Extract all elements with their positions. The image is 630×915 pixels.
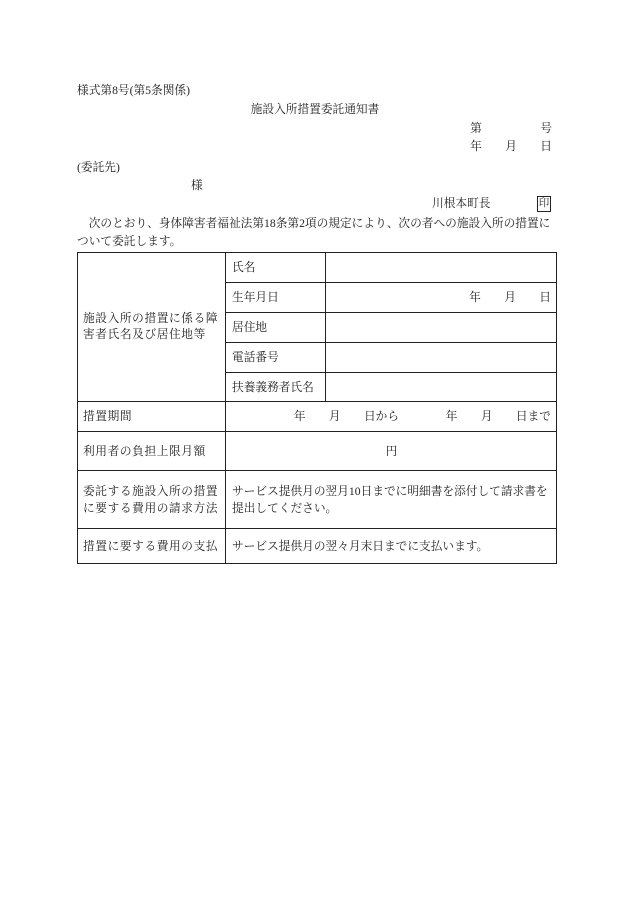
field-value-birthdate: 年 月 日	[326, 283, 557, 313]
issue-date-line: 年 月 日	[470, 140, 552, 153]
recipient-honorific: 様	[191, 179, 203, 192]
billing-label	[78, 471, 226, 529]
field-label-address: 居住地	[226, 313, 326, 343]
table-row-payment	[78, 529, 557, 564]
person-group-label-line: 施設入所の措置に係る障	[83, 312, 219, 325]
payment-value: サービス提供月の翌々月末日までに支払います。	[226, 529, 557, 564]
table-row-billing	[78, 471, 557, 529]
body-text-line: 次のとおり、身体障害者福祉法第18条第2項の規定により、次の者への施設入所の措置に	[77, 217, 551, 230]
recipient-label: (委託先)	[77, 161, 120, 174]
monthly-cap-value: 円	[226, 432, 557, 471]
billing-value	[226, 471, 557, 529]
monthly-cap-label: 利用者の負担上限月額	[78, 432, 226, 471]
person-group-label	[78, 253, 226, 402]
field-value-name	[326, 253, 557, 283]
table-row-name	[78, 253, 557, 283]
person-group-label-line: 害者氏名及び居住地等	[83, 328, 206, 341]
document-title: 施設入所措置委託通知書	[250, 103, 380, 116]
sender-name: 川根本町長	[432, 197, 491, 210]
field-label-guardian: 扶養義務者氏名	[226, 373, 326, 402]
document-number-line: 第 号	[470, 122, 552, 135]
commission-details-table	[77, 252, 557, 564]
form-number: 様式第8号(第5条関係)	[77, 84, 190, 97]
field-label-phone: 電話番号	[226, 343, 326, 373]
table-row-monthly-cap	[78, 432, 557, 471]
period-label: 措置期間	[78, 402, 226, 432]
payment-label: 措置に要する費用の支払	[78, 529, 226, 564]
field-label-birthdate: 生年月日	[226, 283, 326, 313]
billing-label-line: に要する費用の請求方法	[83, 501, 219, 515]
period-value: 年 月 日から 年 月 日まで	[226, 402, 557, 432]
field-value-address	[326, 313, 557, 343]
body-text-line: ついて委託します。	[77, 235, 182, 248]
billing-value-line: 提出してください。	[232, 501, 338, 515]
field-value-guardian	[326, 373, 557, 402]
seal-mark: 印	[537, 196, 551, 212]
field-label-name: 氏名	[226, 253, 326, 283]
billing-value-line: サービス提供月の翌月10日までに明細書を添付して請求書を	[232, 484, 548, 498]
table-row-period	[78, 402, 557, 432]
field-value-phone	[326, 343, 557, 373]
billing-label-line: 委託する施設入所の措置	[83, 484, 219, 498]
